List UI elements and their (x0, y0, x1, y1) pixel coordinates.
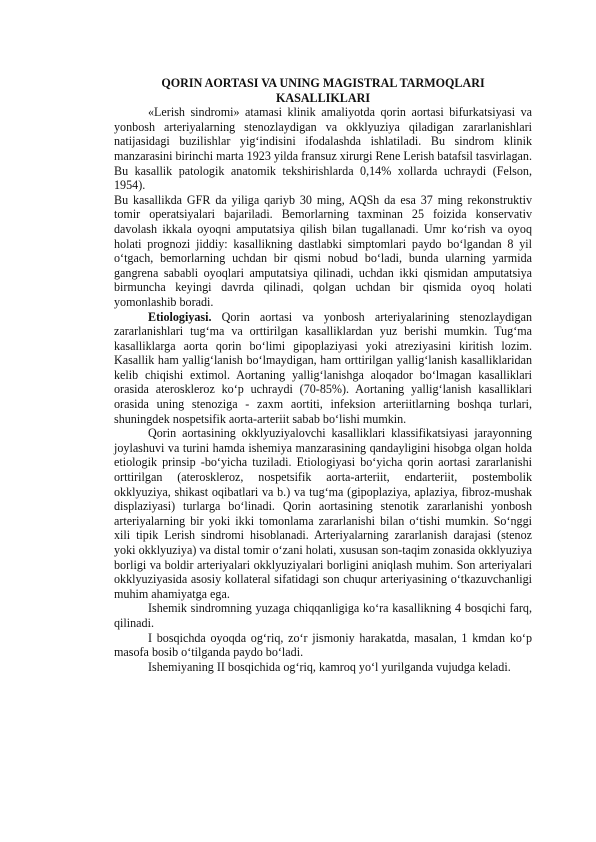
document-title: QORIN AORTASI VA UNING MAGISTRAL TARMOQLARI KASALLIKLARI (161, 76, 485, 105)
etiology-heading: Etiologiyasi. (148, 309, 212, 324)
etiology-text: Qorin aortasi va yonbosh arteriyalarining stenozlaydigan zararlanishlari tug‘ma va orttirilgan kasalliklardan yuz berishi mumkin. Tug‘ma kasalliklarga aorta qorin bo‘limi gipoplaziyasi yoki atreziyasini kiritish lozim. Kasallik ham yallig‘lanish bo‘lmaydigan, ham orttirilgan yallig‘lanish kasalliklaridan kelib chiqishi extimol. Aortaning yallig‘lanishga aloqador bo‘lmagan kasalliklari orasida ateroskleroz ko‘p uchraydi (70-85%). Aortaning yallig‘lanish kasalliklari orasida uning stenoziga - zaxm aortiti, infeksion arteriitlarning boshqa turlari, shuningdek nospetsifik aorta-arteriit sabab bo‘lishi mumkin. (114, 309, 532, 426)
paragraph-lerish-definition: «Lerish sindromi» atamasi klinik amaliyotda qorin aortasi bifurkatsiyasi va yonbosh arteriyalarning stenozlaydigan va okklyuziya qiladigan zararlanishlari natijasidagi buzilishlar yig‘indisini ifodalashda ishlatiladi. Bu sindrom klinik manzarasini birinchi marta 1923 yilda fransuz xirurgi Rene Lerish batafsil tasvirlagan. Bu kasallik patologik anatomik tekshirishlarda 0,14% xollarda uchraydi (Felson, 1954). (114, 105, 532, 193)
document-page (114, 76, 532, 674)
paragraph-statistics: Bu kasallikda GFR da yiliga qariyb 30 ming, AQSh da esa 37 ming rekonstruktiv tomir operatsiyalari bajariladi. Bemorlarning taxminan 25 foizida konservativ davolash ikkala oyoqni amputatsiya qilish bilan tugallanadi. Umr ko‘rish va oyoq holati prognozi jiddiy: kasallikning dastlabki simptomlari paydo bo‘lgandan 8 yil o‘tgach, bemorlarning uchdan bir qismi nobud bo‘ladi, bunda ularning yarmida gangrena sababli oyoqlari amputatsiya qilinadi, uchdan ikki qismidan amputatsiya birmuncha keyingi davrda qilinadi, qolgan uchdan bir qismida oyoq holati yomonlashib boradi. (114, 192, 532, 309)
paragraph-classification: Qorin aortasining okklyuziyalovchi kasalliklari klassifikatsiyasi jarayonning joylashuvi va turini hamda ishemiya manzarasining qandayligini hisobga olgan holda etiologik prinsip -bo‘yicha tuziladi. Etiologiyasi bo‘yicha qorin aortasi zararlanishi orttirilgan (ateroskleroz, nospetsifik aorta-arteriit, endarteriit, postembolik okklyuziya, shikast oqibatlari va b.) va tug‘ma (gipoplaziya, aplaziya, fibroz-mushak displaziyasi) turlarga bo‘linadi. Qorin aortasining stenotik zararlanishi yonbosh arteriyalarning bir yoki ikki tomonlama zararlanishi bilan o‘tishi mumkin. So‘nggi xili tipik Lerish sindromi hisoblanadi. Arteriyalarning zararlanish darajasi (stenoz yoki okklyuziya) va distal tomir o‘zani holati, xususan son-taqim zonasida okklyuziya borligi va boldir arteriyalari okklyuziyalari borligini aniqlash muhim. Son arteriyalari okklyuziyasida asosiy kollateral sifatidagi son chuqur arteriyasining o‘tkazuvchanligi muhim ahamiyatga ega. (114, 426, 532, 601)
paragraph-stages-intro: Ishemik sindromning yuzaga chiqqanligiga ko‘ra kasallikning 4 bosqichi farq, qilinadi. (114, 601, 532, 630)
paragraph-stage-1: I bosqichda oyoqda og‘riq, zo‘r jismoniy harakatda, masalan, 1 kmdan ko‘p masofa bosib o‘tilganda paydo bo‘ladi. (114, 630, 532, 660)
paragraph-etiology (114, 310, 532, 427)
paragraph-stage-2: Ishemiyaning II bosqichida og‘riq, kamroq yo‘l yurilganda vujudga keladi. (148, 659, 511, 674)
